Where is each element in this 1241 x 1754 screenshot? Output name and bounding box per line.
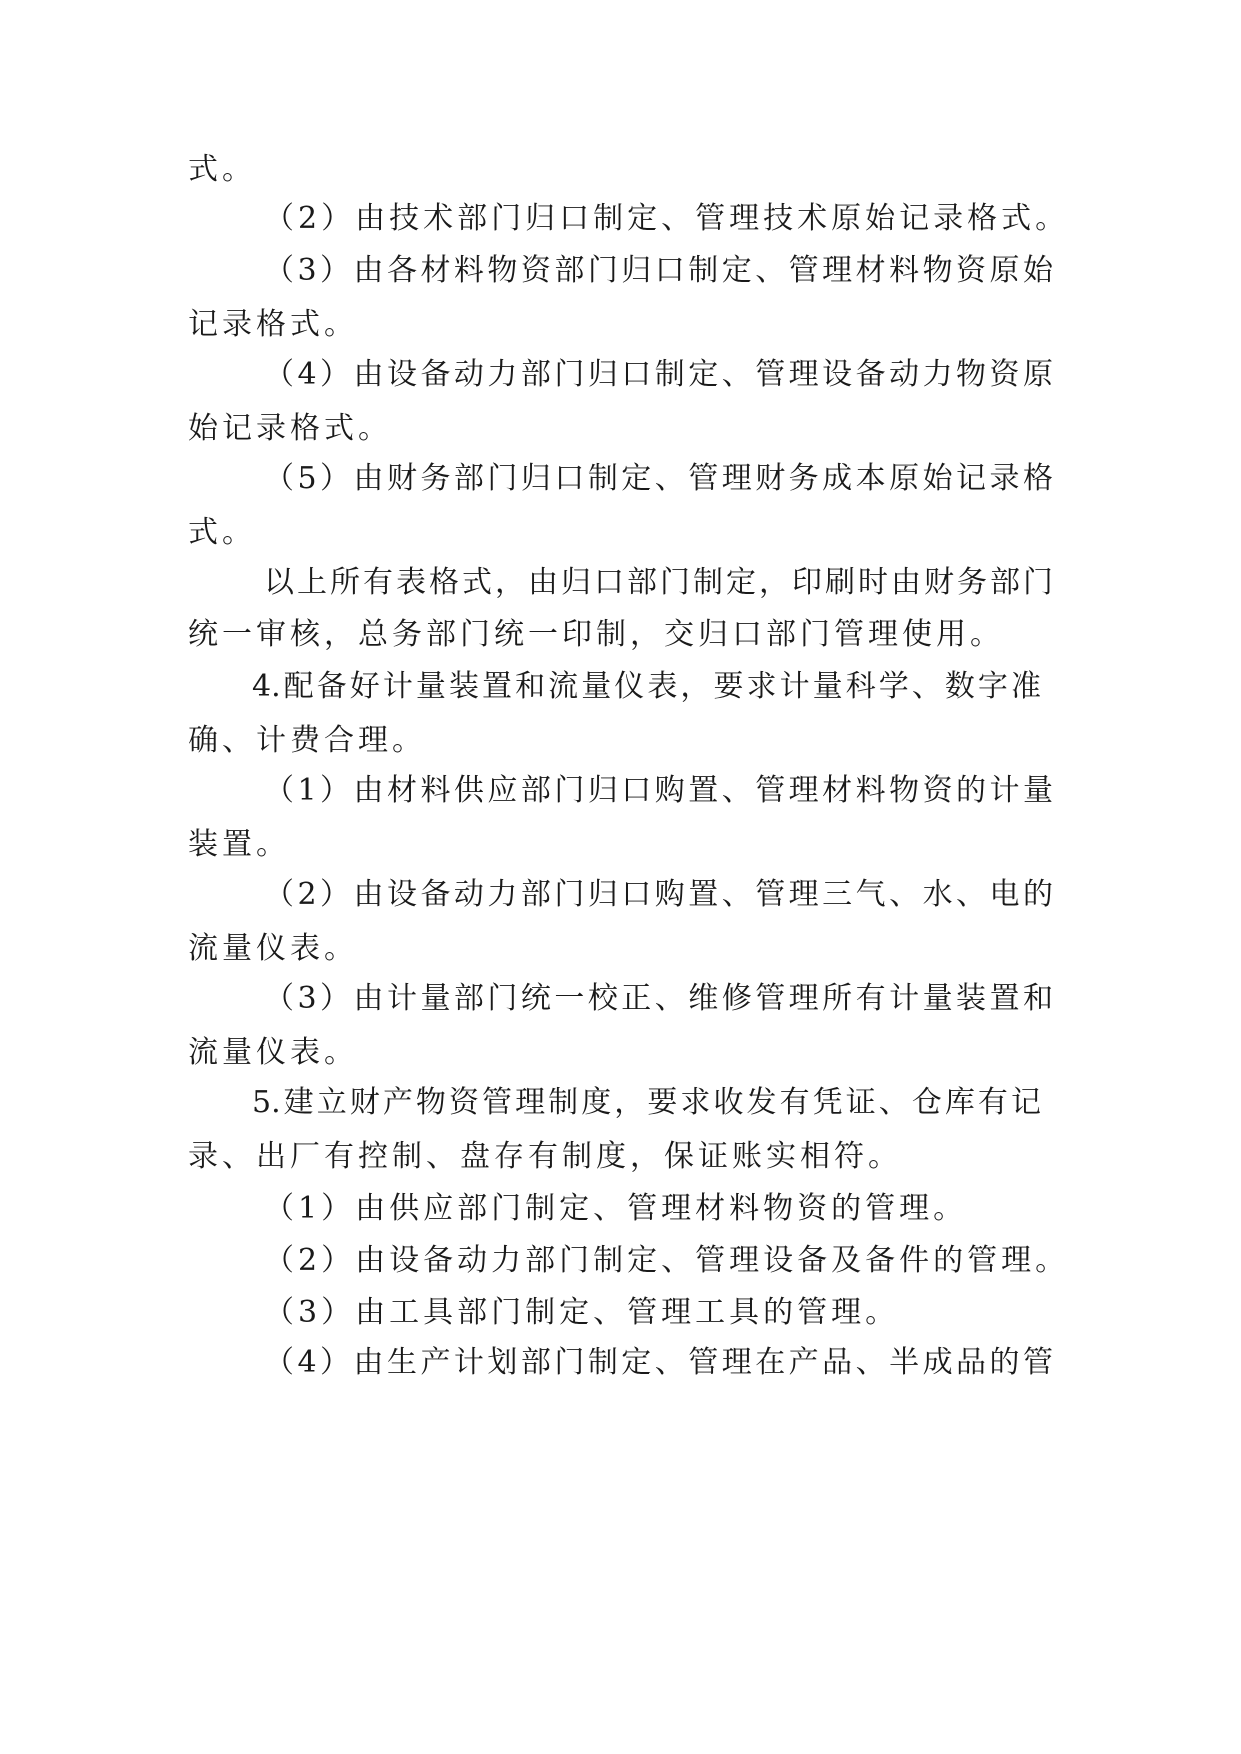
paragraph-line: （4）由设备动力部门归口制定、管理设备动力物资原 (264, 357, 1053, 392)
paragraph-line: （1）由材料供应部门归口购置、管理材料物资的计量 (264, 773, 1053, 808)
paragraph-line: 确、计费合理。 (188, 723, 426, 758)
paragraph-line: （4）由生产计划部门制定、管理在产品、半成品的管 (264, 1345, 1053, 1380)
paragraph-line: （5）由财务部门归口制定、管理财务成本原始记录格 (264, 461, 1053, 496)
paragraph-line: 4.配备好计量装置和流量仪表，要求计量科学、数字准 (252, 669, 1041, 704)
paragraph-line: 5.建立财产物资管理制度，要求收发有凭证、仓库有记 (252, 1085, 1041, 1120)
paragraph-line: 装置。 (188, 827, 290, 862)
paragraph-line: 始记录格式。 (188, 411, 392, 446)
paragraph-line: （3）由计量部门统一校正、维修管理所有计量装置和 (264, 981, 1053, 1016)
paragraph-line: 录、出厂有控制、盘存有制度，保证账实相符。 (188, 1139, 902, 1174)
paragraph-line: （2）由设备动力部门制定、管理设备及备件的管理。 (264, 1243, 1070, 1278)
paragraph-line: 以上所有表格式，由归口部门制定，印刷时由财务部门 (264, 565, 1053, 600)
paragraph-line: 流量仪表。 (188, 931, 358, 966)
paragraph-line: （2）由设备动力部门归口购置、管理三气、水、电的 (264, 877, 1053, 912)
paragraph-line: （2）由技术部门归口制定、管理技术原始记录格式。 (264, 201, 1070, 236)
paragraph-line: 统一审核，总务部门统一印制，交归口部门管理使用。 (188, 617, 1004, 652)
paragraph-line: （1）由供应部门制定、管理材料物资的管理。 (264, 1191, 968, 1226)
paragraph-line: 流量仪表。 (188, 1035, 358, 1070)
paragraph-line: （3）由工具部门制定、管理工具的管理。 (264, 1295, 900, 1330)
paragraph-line: 记录格式。 (188, 307, 358, 342)
paragraph-line: 式。 (188, 515, 256, 550)
paragraph-line: 式。 (188, 152, 256, 187)
paragraph-line: （3）由各材料物资部门归口制定、管理材料物资原始 (264, 253, 1053, 288)
